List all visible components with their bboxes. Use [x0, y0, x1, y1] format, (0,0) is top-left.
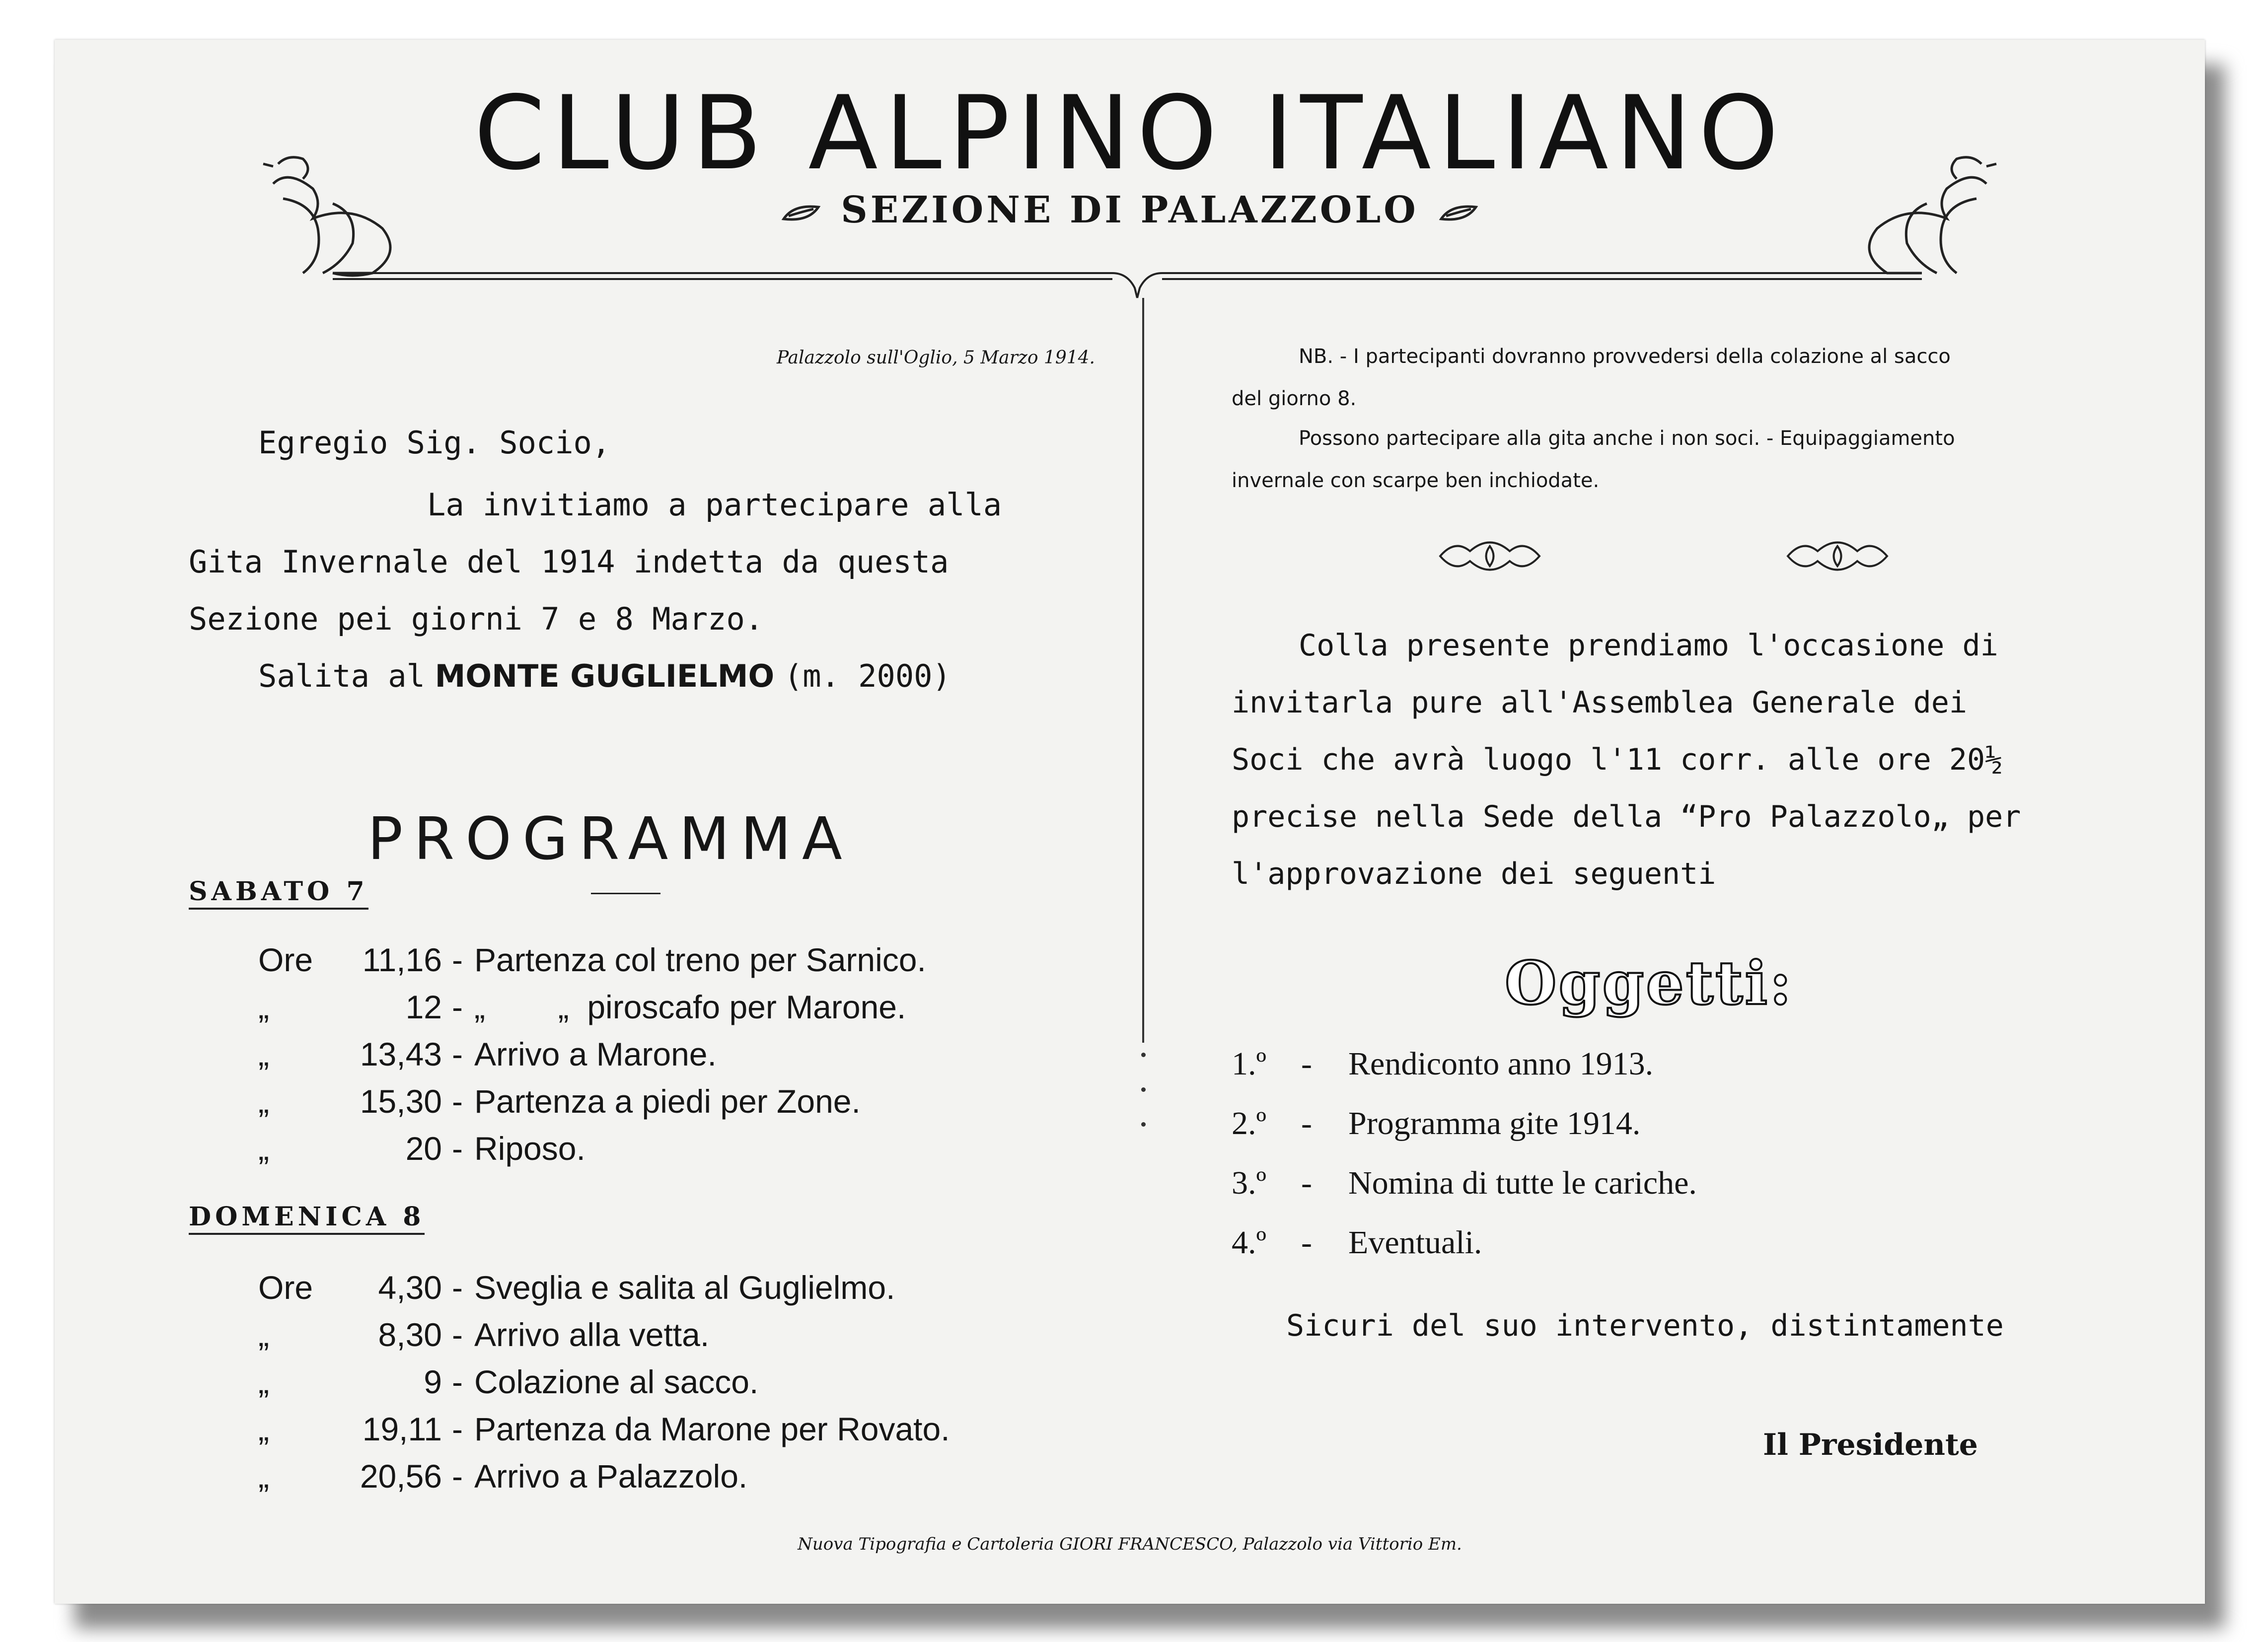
nb-note-line-4: invernale con scarpe ben inchiodate.: [1232, 469, 1600, 492]
oggetti-title: Oggetti:: [1505, 948, 1794, 1018]
agenda-number: 2.º: [1232, 1105, 1266, 1142]
schedule-event: Partenza da Marone per Rovato.: [474, 1411, 950, 1447]
signature-title: Il Presidente: [1763, 1428, 1978, 1462]
ascent-line: [258, 658, 951, 694]
schedule-event: Riposo.: [474, 1130, 585, 1167]
assembly-line-5: l'approvazione dei seguenti: [1232, 857, 1716, 891]
column-divider: [1142, 298, 1144, 1043]
schedule-prefix: „: [258, 1316, 269, 1353]
printer-imprint: Nuova Tipografia e Cartoleria GIORI FRANCESCO, Palazzolo via Vittorio Em.: [798, 1534, 1462, 1554]
assembly-line-1: Colla presente prendiamo l'occasione di: [1299, 628, 1998, 663]
floral-ornament-icon: [1435, 536, 1544, 576]
agenda-item: [1232, 1164, 1697, 1202]
schedule-time: 19,11: [362, 1411, 442, 1447]
agenda-number: 1.º: [1232, 1046, 1266, 1082]
agenda-text: Eventuali.: [1348, 1224, 1482, 1261]
schedule-dash: -: [452, 1269, 463, 1306]
invitation-line-1: La invitiamo a partecipare alla: [427, 487, 1002, 523]
greeting: Egregio Sig. Socio,: [258, 425, 611, 461]
divider-dot: [1141, 1122, 1146, 1127]
ascent-prefix: Salita al: [258, 658, 425, 694]
schedule-event: Arrivo alla vetta.: [474, 1316, 710, 1353]
schedule-event: Colazione al sacco.: [474, 1363, 759, 1400]
schedule-prefix: „: [258, 1083, 269, 1120]
schedule-dash: -: [452, 1363, 463, 1400]
schedule-time: 4,30: [378, 1269, 442, 1306]
agenda-item: [1232, 1045, 1654, 1083]
leaf-ornament-icon: [781, 204, 821, 222]
programma-title: PROGRAMMA: [367, 804, 853, 873]
schedule-event: „ „ piroscafo per Marone.: [474, 989, 906, 1025]
agenda-dash: -: [1301, 1224, 1312, 1261]
section-subtitle: [55, 189, 2205, 231]
schedule-prefix: „: [258, 1411, 269, 1447]
agenda-dash: -: [1301, 1165, 1312, 1201]
agenda-item: [1232, 1105, 1641, 1142]
schedule-time: 8,30: [378, 1316, 442, 1353]
nb-note-line-3: Possono partecipare alla gita anche i non soci. - Equipaggiamento: [1299, 427, 1955, 450]
schedule-time: 20: [405, 1130, 442, 1167]
agenda-dash: -: [1301, 1105, 1312, 1142]
schedule-dash: -: [452, 1411, 463, 1447]
schedule-event: Sveglia e salita al Guglielmo.: [474, 1269, 895, 1306]
day-heading-saturday: SABATO 7: [189, 876, 368, 910]
schedule-prefix: „: [258, 1036, 269, 1072]
schedule-dash: -: [452, 1130, 463, 1167]
nb-note-line-2: del giorno 8.: [1232, 387, 1357, 410]
schedule-prefix: Ore: [258, 1269, 313, 1306]
day-heading-sunday: DOMENICA 8: [189, 1202, 425, 1235]
schedule-prefix: „: [258, 1130, 269, 1167]
agenda-text: Nomina di tutte le cariche.: [1348, 1165, 1697, 1201]
schedule-time: 13,43: [360, 1036, 442, 1072]
invitation-line-3: Sezione pei giorni 7 e 8 Marzo.: [189, 601, 764, 637]
schedule-event: Partenza a piedi per Zone.: [474, 1083, 861, 1120]
schedule-dash: -: [452, 1316, 463, 1353]
ascent-place: MONTE GUGLIELMO: [435, 658, 775, 694]
agenda-number: 4.º: [1232, 1224, 1266, 1261]
assembly-line-2: invitarla pure all'Assemblea Generale dei: [1232, 685, 1968, 720]
schedule-dash: -: [452, 941, 463, 978]
invitation-line-2: Gita Invernale del 1914 indetta da questa: [189, 544, 949, 580]
schedule-prefix: Ore: [258, 941, 313, 978]
divider-dot: [1141, 1087, 1146, 1092]
ascent-height: (m. 2000): [784, 658, 951, 694]
schedule-event: Partenza col treno per Sarnico.: [474, 941, 926, 978]
schedule-prefix: „: [258, 989, 269, 1025]
agenda-text: Rendiconto anno 1913.: [1348, 1046, 1654, 1082]
nb-note-line-1: NB. - I partecipanti dovranno provvedersi della colazione al sacco: [1299, 345, 1951, 368]
agenda-item: [1232, 1224, 1482, 1262]
assembly-line-3: Soci che avrà luogo l'11 corr. alle ore 20½: [1232, 742, 2003, 777]
assembly-line-4: precise nella Sede della “Pro Palazzolo„ per: [1232, 799, 2021, 834]
schedule-time: 11,16: [362, 941, 442, 978]
schedule-time: 9: [424, 1363, 442, 1400]
schedule-prefix: „: [258, 1458, 269, 1495]
schedule-time: 20,56: [360, 1458, 442, 1495]
schedule-dash: -: [452, 989, 463, 1025]
schedule-event: Arrivo a Marone.: [474, 1036, 717, 1072]
club-title: CLUB ALPINO ITALIANO: [474, 74, 1786, 193]
schedule-time: 15,30: [360, 1083, 442, 1120]
divider-dot: [1141, 1053, 1146, 1057]
schedule-dash: -: [452, 1036, 463, 1072]
agenda-dash: -: [1301, 1046, 1312, 1082]
schedule-time: 12: [405, 989, 442, 1025]
closing-line: Sicuri del suo intervento, distintamente: [1286, 1308, 2004, 1343]
letter-sheet: [55, 40, 2205, 1604]
floral-ornament-icon: [1783, 536, 1892, 576]
schedule-dash: -: [452, 1083, 463, 1120]
agenda-number: 3.º: [1232, 1165, 1266, 1201]
agenda-text: Programma gite 1914.: [1348, 1105, 1641, 1142]
leaf-ornament-icon: [1439, 204, 1478, 222]
programma-rule: [591, 893, 660, 894]
section-subtitle-text: SEZIONE DI PALAZZOLO: [841, 189, 1419, 231]
schedule-event: Arrivo a Palazzolo.: [474, 1458, 748, 1495]
schedule-prefix: „: [258, 1363, 269, 1400]
date-line: Palazzolo sull'Oglio, 5 Marzo 1914.: [776, 348, 1095, 368]
schedule-dash: -: [452, 1458, 463, 1495]
